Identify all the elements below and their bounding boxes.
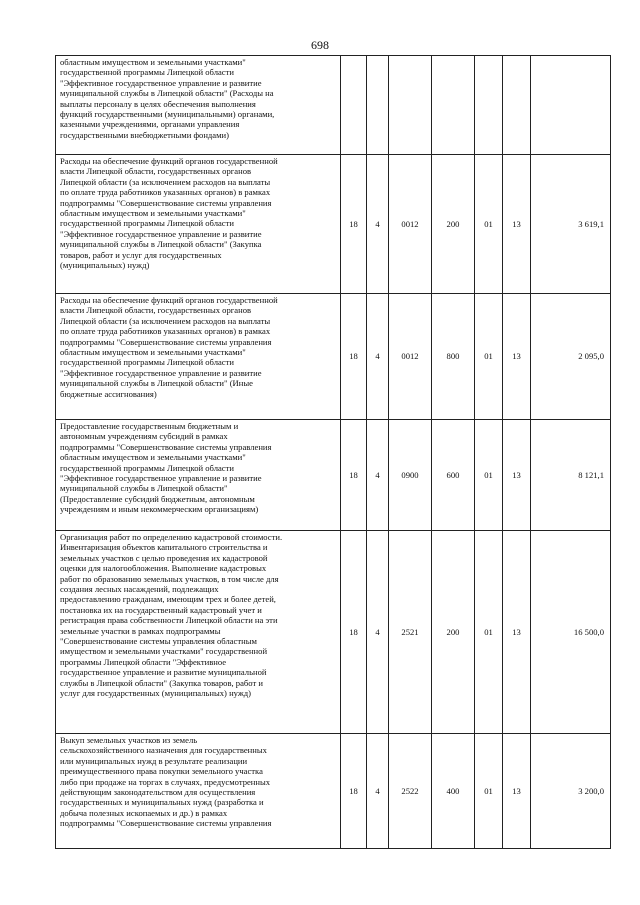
cell-col-c: 0012 — [389, 155, 432, 294]
cell-col-b: 4 — [367, 531, 389, 734]
table-row — [56, 531, 611, 734]
cell-col-b: 4 — [367, 294, 389, 420]
cell-amount: 3 200,0 — [531, 734, 611, 849]
row-description: Расходы на обеспечение функций органов государственной власти Липецкой области, государственных органов Липецкой области (за исключением расходов на выплаты по оплате труда работников указанных органов) в рамках подпрограммы "Совершенствование системы управления областным имуществом и земельными участками" государственной программы Липецкой области "Эффективное государственное управление и развитие муниципальной службы в Липецкой области" (Закупка товаров, работ и услуг для государственных (муниципальных) нужд) — [56, 155, 341, 294]
cell-col-a: 18 — [341, 294, 367, 420]
row-description: Выкуп земельных участков из земель сельскохозяйственного назначения для государственных или муниципальных нужд в результате реализации преимущественного права покупки земельного участка либо при продаже на торгах в случаях, предусмотренных действующим законодательством для осуществления государственных и муниципальных нужд (разработка и добыча полезных ископаемых и др.) в рамках подпрограммы "Совершенствование системы управления — [56, 734, 341, 849]
row-description: областным имуществом и земельными участками" государственной программы Липецкой области "Эффективное государственное управление и развитие муниципальной службы в Липецкой области" (Расходы на выплаты персоналу в целях обеспечения выполнения функций государственными (муниципальными) органами, казенными учреждениями, органами управления государственными внебюджетными фондами) — [56, 56, 341, 155]
cell-col-d: 800 — [432, 294, 475, 420]
cell-col-b: 4 — [367, 420, 389, 531]
cell-col-d: 200 — [432, 531, 475, 734]
cell-col-d: 600 — [432, 420, 475, 531]
cell-col-b: 4 — [367, 155, 389, 294]
cell-amount: 2 095,0 — [531, 294, 611, 420]
table-row — [56, 294, 611, 420]
cell-col-c: 2521 — [389, 531, 432, 734]
cell-col-c: 0012 — [389, 294, 432, 420]
cell-col-e: 01 — [475, 420, 503, 531]
cell-col-d — [432, 56, 475, 155]
cell-col-d: 400 — [432, 734, 475, 849]
cell-col-b: 4 — [367, 734, 389, 849]
cell-col-c: 0900 — [389, 420, 432, 531]
cell-col-f: 13 — [503, 734, 531, 849]
cell-col-f: 13 — [503, 531, 531, 734]
budget-table — [55, 55, 611, 849]
cell-col-c: 2522 — [389, 734, 432, 849]
table-row — [56, 56, 611, 155]
table-row — [56, 155, 611, 294]
cell-col-a — [341, 56, 367, 155]
cell-col-b — [367, 56, 389, 155]
table-row — [56, 420, 611, 531]
cell-col-a: 18 — [341, 734, 367, 849]
table-row — [56, 734, 611, 849]
row-description: Организация работ по определению кадастровой стоимости. Инвентаризация объектов капитального строительства и земельных участков с целью проведения их кадастровой оценки для налогообложения. Выполнение кадастровых работ по образованию земельных участков, в том числе для создания лесных насаждений, подлежащих предоставлению гражданам, имеющим трех и более детей, постановка их на государственный кадастровый учет и регистрация права собственности Липецкой области на эти земельные участки в рамках подпрограммы "Совершенствование системы управления областным имуществом и земельными участками" государственной программы Липецкой области "Эффективное государственное управление и развитие муниципальной службы в Липецкой области" (Закупка товаров, работ и услуг для государственных (муниципальных) нужд) — [56, 531, 341, 734]
cell-col-e — [475, 56, 503, 155]
cell-amount — [531, 56, 611, 155]
cell-col-e: 01 — [475, 294, 503, 420]
cell-col-a: 18 — [341, 531, 367, 734]
cell-col-a: 18 — [341, 155, 367, 294]
cell-col-f: 13 — [503, 155, 531, 294]
cell-col-f — [503, 56, 531, 155]
cell-col-d: 200 — [432, 155, 475, 294]
cell-col-e: 01 — [475, 734, 503, 849]
cell-col-f: 13 — [503, 420, 531, 531]
cell-amount: 8 121,1 — [531, 420, 611, 531]
cell-col-f: 13 — [503, 294, 531, 420]
cell-amount: 3 619,1 — [531, 155, 611, 294]
row-description: Расходы на обеспечение функций органов государственной власти Липецкой области, государственных органов Липецкой области (за исключением расходов на выплаты по оплате труда работников указанных органов) в рамках подпрограммы "Совершенствование системы управления областным имуществом и земельными участками" государственной программы Липецкой области "Эффективное государственное управление и развитие муниципальной службы в Липецкой области" (Иные бюджетные ассигнования) — [56, 294, 341, 420]
cell-col-c — [389, 56, 432, 155]
page-number: 698 — [311, 38, 329, 52]
row-description: Предоставление государственным бюджетным и автономным учреждениям субсидий в рамках подпрограммы "Совершенствование системы управления областным имуществом и земельными участками" государственной программы Липецкой области "Эффективное государственное управление и развитие муниципальной службы в Липецкой области" (Предоставление субсидий бюджетным, автономным учреждениям и иным некоммерческим организациям) — [56, 420, 341, 531]
cell-amount: 16 500,0 — [531, 531, 611, 734]
cell-col-e: 01 — [475, 531, 503, 734]
cell-col-a: 18 — [341, 420, 367, 531]
cell-col-e: 01 — [475, 155, 503, 294]
